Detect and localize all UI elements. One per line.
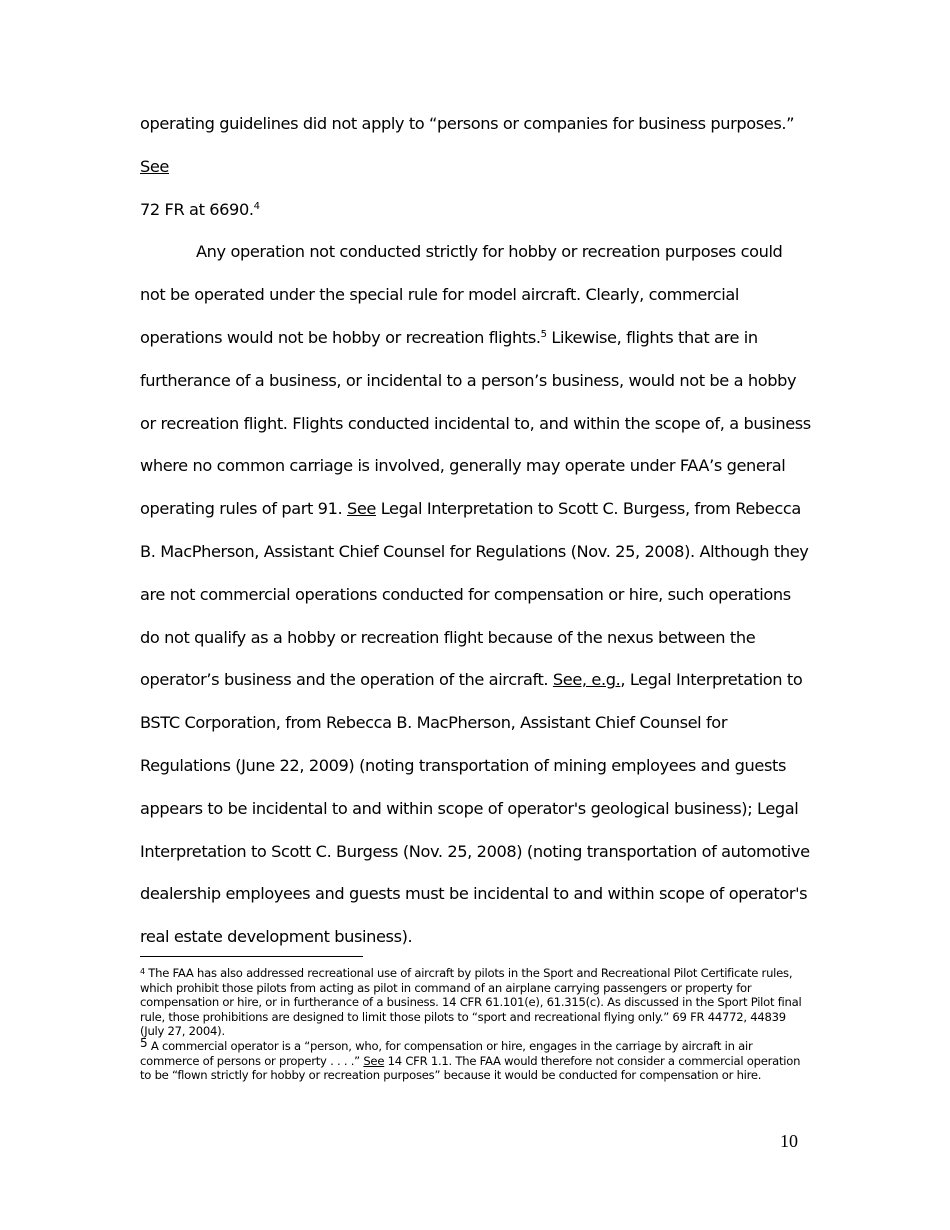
citation-text: 72 FR at 6690. [140, 199, 254, 219]
footnote-text: A commercial operator is a “person, who, for compensation or hire, engages in the carriage by aircraft in air commerce of persons or property . . . .” [140, 1038, 753, 1068]
paragraph-text: Any operation not conducted strictly for hobby or recreation purposes could not be operated under the special rule for model aircraft. Clearly, commercial operations would not be hobby or recreation flights. [140, 242, 783, 347]
footnote-reference-5[interactable]: 5 [540, 328, 547, 340]
footnote-mark: 5 [140, 1035, 148, 1050]
footnote-text: 14 CFR 1.1. The FAA would therefore not consider a commercial operation to be “flown strictly for hobby or recreation purposes” because it would be conducted for compensation or hire. [140, 1053, 801, 1083]
footnote-reference-4[interactable]: 4 [253, 200, 260, 212]
paragraph-continuation [140, 103, 812, 231]
paragraph-text: Legal Interpretation to Scott C. Burgess, from Rebecca B. MacPherson, Assistant Chief Counsel for Regulations (Nov. 25, 2008). Although they are not commercial operations conducted for compensation or hire, such operations do not qualify as a hobby or recreation flight because of the nexus between the operator’s business and the operation of the aircraft. [140, 499, 809, 690]
footnote-mark: 4 [140, 967, 145, 976]
see-eg-citation-signal: See, e.g. [552, 670, 621, 690]
see-citation-signal: See [140, 156, 169, 176]
paragraph-text: , Legal Interpretation to BSTC Corporation, from Rebecca B. MacPherson, Assistant Chief Counsel for Regulations (June 22, 2009) (noting transportation of mining employees and guests appears to be incidental to and within scope of operator's geological business); Legal Interpretation to Scott C. Burgess (Nov. 25, 2008) (noting transportation of automotive dealership employees and guests must be incidental to and within scope of operator's real estate development business). [140, 670, 810, 947]
footnotes [140, 966, 812, 1083]
footnote-4 [140, 966, 812, 1039]
page-number: 10 [780, 1131, 798, 1151]
footnote-5 [140, 1035, 812, 1083]
paragraph-text: Likewise, flights that are in furtherance of a business, or incidental to a person’s business, would not be a hobby or recreation flight. Flights conducted incidental to, and within the scope of, a business where no common carriage is involved, generally may operate under FAA’s general operating rules of part 91. [140, 327, 811, 519]
see-citation-signal: See [363, 1053, 385, 1068]
paragraph-main [140, 231, 812, 959]
see-citation-signal: See [346, 499, 376, 519]
footnote-text: The FAA has also addressed recreational use of aircraft by pilots in the Sport and Recreational Pilot Certificate rules, which prohibit those pilots from acting as pilot in command of an airplane carrying passengers or property for compensation or hire, or in furtherance of a business. 14 CFR 61.101(e), 61.315(c). As discussed in the Sport Pilot final rule, those prohibitions are designed to limit those pilots to “sport and recreational flying only.” 69 FR 44772, 44839 (July 27, 2004). [140, 966, 802, 1039]
body-text [140, 103, 812, 959]
footnote-separator [140, 956, 363, 957]
paragraph-text: operating guidelines did not apply to “persons or companies for business purposes.” [140, 114, 795, 133]
